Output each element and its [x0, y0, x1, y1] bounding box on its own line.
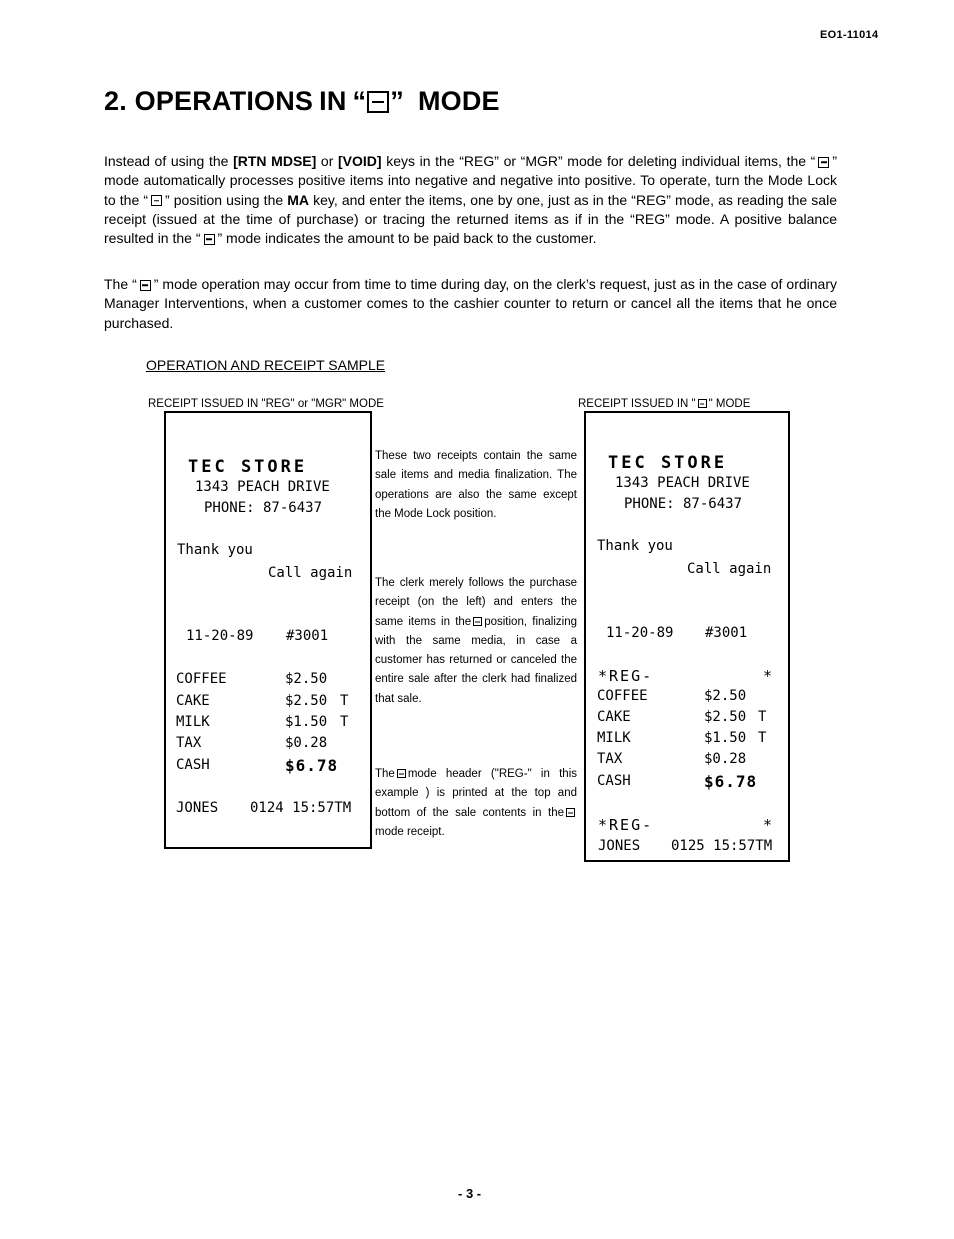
receipt-item-price: $2.50 — [285, 693, 328, 709]
text-span: ” mode operation may occur from time to time during day, on the clerk’s request, just as in the case of ordinary Manager Interventions, when a customer comes to the cashier counter to return or cancel all the items that he once purchased. — [104, 276, 837, 331]
receipt-item-price: $2.50 — [704, 688, 747, 704]
receipt-item-name: CAKE — [176, 693, 210, 709]
receipt-item-name: MILK — [176, 714, 210, 730]
note-mode-header — [375, 765, 577, 842]
receipt-reg-footer: *REG- — [598, 816, 654, 834]
receipt-cash-label: CASH — [597, 773, 631, 789]
receipt-footer: 0124 15:57TM — [250, 800, 352, 816]
receipt-item-name: MILK — [597, 730, 631, 746]
receipt-item-price: $1.50 — [285, 714, 328, 730]
receipt-reg-header-star: * — [763, 667, 775, 685]
receipt-call-again: Call again — [687, 561, 772, 577]
rtn-mdse-key-label: [RTN MDSE] — [233, 153, 317, 169]
receipt-clerk: JONES — [176, 800, 219, 816]
receipt-phone: PHONE: 87-6437 — [204, 500, 323, 516]
receipt-address: 1343 PEACH DRIVE — [615, 475, 750, 491]
receipt-item-flag: T — [340, 714, 349, 730]
receipt-item-price: $1.50 — [704, 730, 747, 746]
page-number: - 3 - — [458, 1186, 482, 1201]
title-prefix: 2. OPERATIONS — [104, 86, 314, 116]
receipt-thanks: Thank you — [177, 542, 253, 558]
text-span: Instead of using the — [104, 153, 234, 169]
receipt-clerk: JONES — [598, 838, 641, 854]
receipt-store-name: TEC STORE — [188, 457, 308, 477]
ma-key-label: MA — [287, 191, 310, 208]
receipt-reg-footer-star: * — [763, 816, 775, 834]
minus-mode-icon — [151, 195, 162, 206]
note-clerk-follows — [375, 574, 577, 709]
receipt-phone: PHONE: 87-6437 — [624, 496, 743, 512]
text-span: ” position using the — [165, 191, 288, 208]
receipt-item-flag: T — [758, 730, 767, 746]
receipt-call-again: Call again — [268, 565, 353, 581]
receipt-item-name: TAX — [176, 735, 202, 751]
receipt-date: 11-20-89 — [186, 628, 254, 644]
document-id: EO1-11014 — [820, 29, 879, 41]
minus-mode-icon — [367, 91, 389, 113]
text-span: or — [316, 153, 339, 169]
minus-mode-icon — [140, 280, 151, 291]
text-span: " MODE — [708, 398, 751, 410]
receipt-item-price: $2.50 — [285, 671, 328, 687]
text-span: keys in the “REG” or “MGR” mode for deleting individual items, the “ — [381, 153, 816, 169]
caption-reg-receipt: RECEIPT ISSUED IN "REG" or "MGR" MODE — [148, 398, 384, 410]
title-in: IN — [319, 86, 347, 116]
receipt-item-name: TAX — [597, 751, 623, 767]
caption-minus-receipt — [578, 398, 750, 410]
receipt-date: 11-20-89 — [606, 625, 674, 641]
section-title: OPERATION AND RECEIPT SAMPLE — [146, 357, 386, 373]
text-span: ” mode indicates the amount to be paid back to the customer. — [217, 230, 597, 247]
minus-mode-icon — [204, 234, 215, 245]
receipt-thanks: Thank you — [597, 538, 673, 554]
receipt-item-name: COFFEE — [597, 688, 648, 704]
title-close-quote: ” — [390, 86, 404, 116]
receipt-item-name: COFFEE — [176, 671, 227, 687]
minus-mode-icon — [818, 157, 829, 168]
text-span: The — [375, 768, 395, 780]
receipt-minus-mode — [584, 411, 790, 862]
receipt-item-flag: T — [340, 693, 349, 709]
receipt-cash-label: CASH — [176, 757, 210, 773]
note-same-items: These two receipts contain the same sale items and media finalization. The operations are also the same except the Mode Lock position. — [375, 450, 577, 520]
intro-paragraph-1 — [104, 152, 837, 248]
page-title — [104, 86, 500, 117]
text-span: mode receipt. — [375, 825, 445, 838]
receipt-address: 1343 PEACH DRIVE — [195, 479, 330, 495]
intro-paragraph-2 — [104, 275, 837, 333]
text-span: RECEIPT ISSUED IN " — [578, 398, 696, 410]
text-span: The “ — [104, 276, 137, 292]
text-span: mode header ("REG-" in this example ) is printed at the top and bottom of the sale contents in the — [375, 768, 577, 819]
receipt-item-flag: T — [758, 709, 767, 725]
receipt-cash-value: $6.78 — [704, 772, 758, 791]
receipt-reg-mode — [164, 411, 372, 849]
receipt-number: #3001 — [286, 628, 329, 644]
receipt-item-price: $0.28 — [704, 751, 747, 767]
receipt-reg-header: *REG- — [598, 667, 654, 685]
title-suffix: MODE — [417, 86, 500, 116]
receipt-footer: 0125 15:57TM — [671, 838, 773, 854]
minus-mode-icon — [566, 808, 575, 817]
receipt-item-price: $0.28 — [285, 735, 328, 751]
text-span: position, finalizing with the same media, in case a customer has returned or canceled the entire sale after the clerk had finalized that sale. — [375, 615, 578, 705]
receipt-item-name: CAKE — [597, 709, 631, 725]
void-key-label: [VOID] — [338, 153, 382, 169]
text-span: key, and enter the items, one by one, just as in the “REG” mode, as reading the sale receipt (issued at the time of purchase) or tracing the returned items as if in the “REG” mode. A positive balance resulted in the “ — [104, 191, 837, 247]
receipt-cash-value: $6.78 — [285, 756, 339, 775]
title-open-quote: “ — [352, 86, 367, 116]
receipt-item-price: $2.50 — [704, 709, 747, 725]
minus-mode-icon — [473, 617, 482, 626]
text-span: The clerk merely follows the purchase receipt (on the left) and enters the same items in the — [375, 577, 577, 628]
minus-mode-icon — [397, 769, 406, 778]
receipt-number: #3001 — [705, 625, 748, 641]
text-span: ” mode automatically processes positive items into negative and negative into positive. To operate, turn the Mode Lock to the “ — [104, 153, 838, 208]
receipt-store-name: TEC STORE — [608, 453, 728, 473]
minus-mode-icon — [698, 399, 707, 408]
